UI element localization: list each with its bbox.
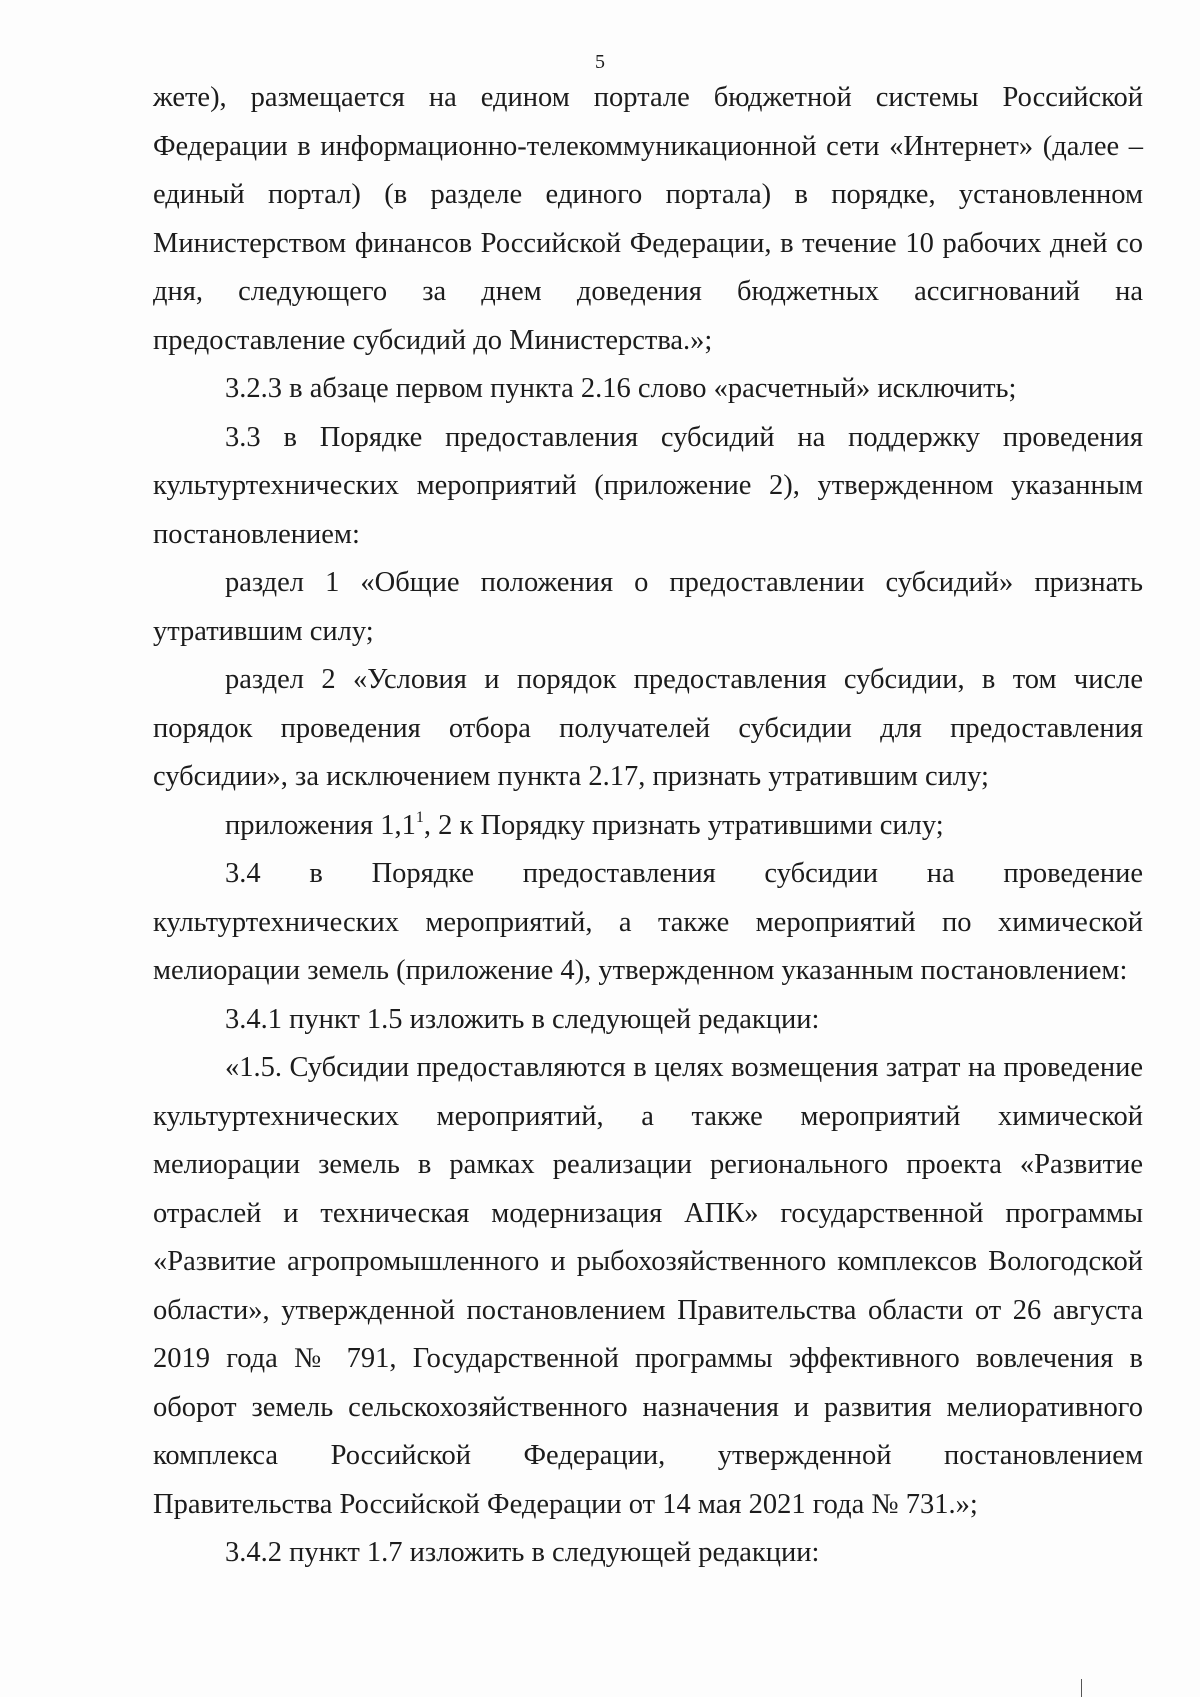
paragraph-3-2-3: 3.2.3 в абзаце первом пункта 2.16 слово «расчетный» исключить; xyxy=(225,373,1017,404)
appendices-text-end: , 2 к Порядку признать утратившими силу; xyxy=(423,809,944,841)
superscript-one: 1 xyxy=(415,808,424,826)
appendices-text-start: приложения 1,1 xyxy=(225,809,416,841)
paragraph-3-4: 3.4 в Порядке предоставления субсидии на проведение культуртехнических мероприятий, а также мероприятий по химической мелиорации земель (приложение 4), утвержденном указанным постановлением: xyxy=(153,858,1143,986)
paragraph-section-1-repeal: раздел 1 «Общие положения о предоставлении субсидий» признать утратившим силу; xyxy=(153,567,1143,647)
paragraph-3-4-1: 3.4.1 пункт 1.5 изложить в следующей редакции: xyxy=(225,1003,820,1035)
paragraph-appendices-repeal xyxy=(153,802,1143,851)
paragraph-section-2-repeal: раздел 2 «Условия и порядок предоставления субсидии, в том числе порядок проведения отбора получателей субсидии для предоставления субсидии», за исключением пункта 2.17, признать утратившим силу; xyxy=(153,664,1143,792)
document-body xyxy=(153,74,1143,1578)
page-number: 5 xyxy=(595,51,605,73)
paragraph-continuation: жете), размещается на едином портале бюджетной системы Российской Федерации в информационно-телекоммуникационной сети «Интернет» (далее – единый портал) (в разделе единого портала) в порядке, установленном Министерством финансов Российской Федерации, в течение 10 рабочих дней со дня, следующего за днем доведения бюджетных ассигнований на предоставление субсидий до Министерства.»; xyxy=(153,82,1143,356)
paragraph-3-4-2: 3.4.2 пункт 1.7 изложить в следующей редакции: xyxy=(225,1537,820,1568)
scan-edge-mark xyxy=(1081,1679,1082,1697)
paragraph-3-3: 3.3 в Порядке предоставления субсидий на поддержку проведения культуртехнических мероприятий (приложение 2), утвержденном указанным постановлением: xyxy=(153,421,1143,550)
paragraph-1-5-quote: «1.5. Субсидии предоставляются в целях возмещения затрат на проведение культуртехнических мероприятий, а также мероприятий химической мелиорации земель в рамках реализации регионального проекта «Развитие отраслей и техническая модернизация АПК» государственной программы «Развитие агропромышленного и рыбохозяйственного комплексов Вологодской области», утвержденной постановлением Правительства области от 26 августа 2019 года № 791, Государственной программы эффективного вовлечения в оборот земель сельскохозяйственного назначения и развития мелиоративного комплекса Российской Федерации, утвержденной постановлением Правительства Российской Федерации от 14 мая 2021 года № 731.»; xyxy=(153,1052,1143,1520)
